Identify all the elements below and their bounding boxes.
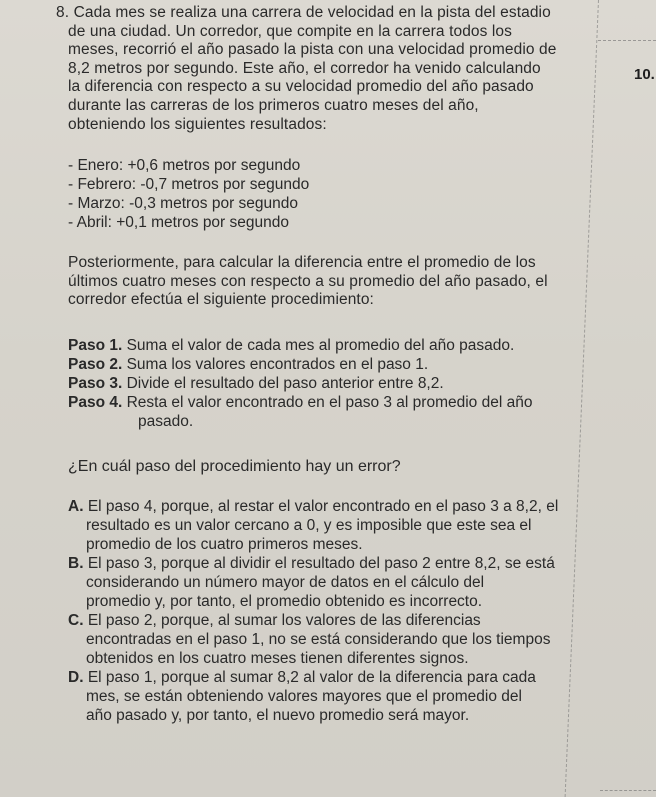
step-label: Paso 1. (68, 336, 123, 354)
problem-8 (56, 4, 641, 725)
option-line: obtenidos en los cuatro meses tienen diferentes signos. (86, 649, 469, 667)
margin-dashed-bottom (600, 790, 656, 791)
step-label: Paso 3. (68, 374, 123, 392)
procedure-steps (56, 336, 641, 431)
statement-line: meses, recorrió el año pasado la pista con una velocidad promedio de (68, 41, 557, 59)
option-a[interactable]: A. El paso 4, porque, al restar el valor encontrado en el paso 3 a 8,2, el resultado es un valor cercano a 0, y es imposible que este sea el promedio de los cuatro primeros meses. (56, 497, 641, 554)
option-line: promedio de los cuatro primeros meses. (86, 535, 363, 553)
monthly-results-list (56, 156, 641, 232)
intro-line: corredor efectúa el siguiente procedimiento: (68, 291, 374, 309)
result-item: - Febrero: -0,7 metros por segundo (68, 176, 310, 194)
step-2: Paso 2. Suma los valores encontrados en el paso 1. (68, 355, 429, 373)
step-4-continuation: pasado. (138, 412, 194, 430)
question-text: ¿En cuál paso del procedimiento hay un error? (68, 457, 401, 475)
option-line: año pasado y, por tanto, el nuevo promedio será mayor. (86, 706, 470, 724)
option-line: resultado es un valor cercano a 0, y es imposible que este sea el (86, 516, 532, 534)
intro-line: últimos cuatro meses con respecto a su promedio del año pasado, el (68, 272, 548, 290)
answer-options (56, 497, 641, 725)
statement-line: de una ciudad. Un corredor, que compite en la carrera todos los (68, 22, 513, 40)
option-d[interactable]: D. El paso 1, porque al sumar 8,2 al valor de la diferencia para cada mes, se están obteniendo valores mayores que el promedio del año pasado y, por tanto, el nuevo promedio será mayor. (56, 668, 641, 725)
result-item: - Marzo: -0,3 metros por segundo (68, 195, 299, 213)
step-4: Paso 4. Resta el valor encontrado en el paso 3 al promedio del año (68, 393, 533, 411)
option-c[interactable]: C. El paso 2, porque, al sumar los valores de las diferencias encontradas en el paso 1, no se está considerando que los tiempos obtenidos en los cuatro meses tienen diferentes signos. (56, 611, 641, 668)
option-b[interactable]: B. El paso 3, porque al dividir el resultado del paso 2 entre 8,2, se está considerando un número mayor de datos en el cálculo del promedio y, por tanto, el promedio obtenido es incorrecto. (56, 554, 641, 611)
procedure-intro (56, 254, 641, 310)
option-letter: A. (68, 497, 84, 515)
result-item: - Enero: +0,6 metros por segundo (68, 157, 301, 175)
step-label: Paso 4. (68, 393, 123, 411)
option-line: considerando un número mayor de datos en el cálculo del (86, 573, 485, 591)
step-label: Paso 2. (68, 355, 123, 373)
statement-line: durante las carreras de los primeros cuatro meses del año, (68, 96, 479, 114)
option-line: mes, se están obteniendo valores mayores que el promedio del (86, 687, 522, 705)
statement-line: la diferencia con respecto a su velocidad promedio del año pasado (68, 78, 534, 96)
statement-line: 8,2 metros por segundo. Este año, el corredor ha venido calculando (68, 59, 541, 77)
option-line: encontradas en el paso 1, no se está considerando que los tiempos (86, 630, 551, 648)
option-letter: B. (68, 554, 84, 572)
statement-line: obteniendo los siguientes resultados: (68, 115, 327, 133)
step-1: Paso 1. Suma el valor de cada mes al promedio del año pasado. (68, 336, 515, 354)
statement-line: 8. Cada mes se realiza una carrera de velocidad en la pista del estadio (56, 4, 551, 21)
problem-number: 8. (56, 4, 70, 21)
option-letter: D. (68, 668, 84, 686)
result-item: - Abril: +0,1 metros por segundo (68, 214, 289, 232)
step-3: Paso 3. Divide el resultado del paso anterior entre 8,2. (68, 374, 444, 392)
option-line: promedio y, por tanto, el promedio obtenido es incorrecto. (86, 592, 483, 610)
next-problem-number: 10. (634, 66, 655, 83)
intro-line: Posteriormente, para calcular la diferencia entre el promedio de los (68, 254, 536, 272)
problem-statement (56, 4, 641, 134)
option-letter: C. (68, 611, 84, 629)
